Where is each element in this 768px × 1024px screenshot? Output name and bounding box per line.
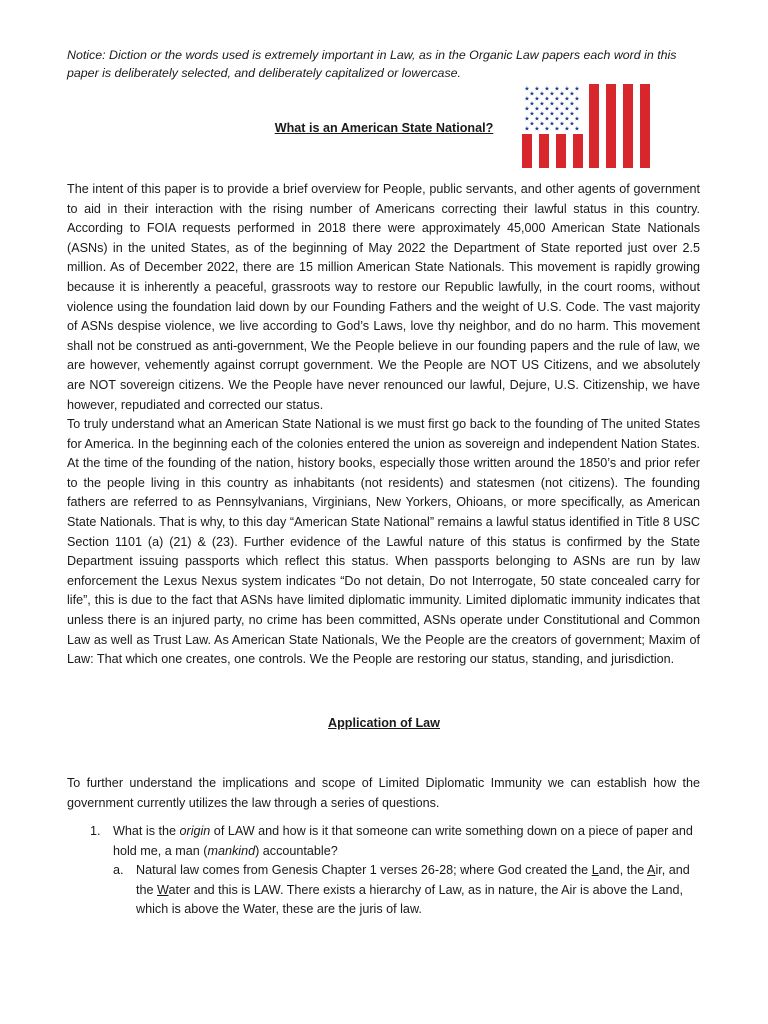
flag-stripe	[623, 84, 633, 168]
flag-star: ★	[524, 106, 530, 113]
flag-star: ★	[564, 96, 570, 103]
flag-star: ★	[554, 106, 560, 113]
list-emphasis-origin: origin	[179, 824, 211, 838]
flag-star: ★	[544, 106, 550, 113]
underlined-letter: W	[157, 882, 169, 897]
flag-star: ★	[574, 86, 580, 93]
flag-star: ★	[569, 111, 575, 118]
flag-star: ★	[549, 101, 555, 108]
flag-star: ★	[559, 101, 565, 108]
paragraph-intro: The intent of this paper is to provide a brief overview for People, public servants, and other agents of government to aid in their interaction with the rising number of Americans correcting their lawful status in this country. According to FOIA requests performed in 2018 there were approximately 45,000 American State Nationals (ASNs) in the united States, as of the beginning of May 2022 the Department of State reported just over 2.5 million. As of December 2022, there are 15 million American State Nationals. This movement is rapidly growing because it is inherently a peaceful, grassroots way to restore our Republic lawfully, in the court rooms, without violence using the foundation laid down by our Founding Fathers and the weight of U.S. Code. The vast majority of ASNs despise violence, we live according to God’s Laws, love thy neighbor, and do no harm. This movement shall not be construed as anti-government, We the People believe in our founding papers and the rule of law, we are however, vehemently against corrupt government. We the People are NOT US Citizens, and we absolutely are NOT sovereign citizens. We the People have never renounced our lawful, Dejure, U.S. Citizenship, we have however, repudiated and corrected our status.	[67, 182, 700, 412]
flag-star: ★	[574, 106, 580, 113]
question-list	[90, 822, 702, 920]
list-text: ) accountable?	[255, 843, 338, 858]
flag-star: ★	[569, 121, 575, 128]
flag-stripe	[556, 134, 566, 168]
flag-star: ★	[529, 121, 535, 128]
sub-text: Natural law comes from Genesis Chapter 1 verses 26-28; where God created the	[136, 863, 592, 878]
flag-star: ★	[564, 106, 570, 113]
flag-star: ★	[559, 111, 565, 118]
flag-star: ★	[549, 111, 555, 118]
paragraph-application: To further understand the implications and scope of Limited Diplomatic Immunity we can establish how the government currently utilizes the law through a series of questions.	[67, 776, 700, 810]
flag-star: ★	[574, 116, 580, 123]
underlined-letter: L	[591, 863, 599, 878]
notice-text: Notice: Diction or the words used is extremely important in Law, as in the Organic Law papers each word in this paper is deliberately selected, and deliberately capitalized or lowercase.	[67, 48, 677, 80]
flag-star: ★	[549, 91, 555, 98]
flag-star: ★	[524, 126, 530, 133]
flag-star: ★	[534, 116, 540, 123]
flag-star: ★	[559, 91, 565, 98]
flag-star: ★	[574, 126, 580, 133]
flag-star: ★	[544, 96, 550, 103]
sub-list-letter: a.	[113, 863, 124, 878]
flag-star: ★	[554, 116, 560, 123]
flag-star: ★	[544, 126, 550, 133]
flag-star: ★	[569, 101, 575, 108]
sub-text: and, the	[598, 863, 648, 878]
list-item-1	[90, 822, 702, 920]
sub-text: ater and this is LAW. There exists a hierarchy of Law, as in nature, the Air is above the Land, which is above the Water, these are the juris of law.	[136, 882, 683, 917]
flag-stripe	[640, 84, 650, 168]
flag-star: ★	[524, 96, 530, 103]
list-text: What is the	[113, 824, 180, 838]
flag-star: ★	[574, 96, 580, 103]
list-number: 1.	[90, 824, 101, 838]
heading-what-is-asn: What is an American State National?	[274, 121, 494, 135]
flag-star: ★	[529, 101, 535, 108]
flag-star: ★	[559, 121, 565, 128]
flag-stripe	[539, 134, 549, 168]
flag-star: ★	[549, 121, 555, 128]
flag-star: ★	[539, 111, 545, 118]
flag-star: ★	[534, 106, 540, 113]
flag-stripe	[522, 134, 532, 168]
list-emphasis-mankind: mankind	[207, 843, 256, 858]
flag-star: ★	[539, 91, 545, 98]
flag-star: ★	[544, 116, 550, 123]
flag-star: ★	[534, 86, 540, 93]
flag-star: ★	[554, 126, 560, 133]
flag-star: ★	[529, 111, 535, 118]
flag-star: ★	[564, 86, 570, 93]
flag-star: ★	[569, 91, 575, 98]
sub-item-a	[113, 861, 702, 920]
flag-star: ★	[534, 126, 540, 133]
flag-star: ★	[564, 116, 570, 123]
list-text: of LAW and how is it that someone can write something down on a piece of paper and hold me, a man (	[113, 824, 693, 858]
flag-star: ★	[544, 86, 550, 93]
underlined-letter: A	[647, 863, 656, 878]
flag-star: ★	[534, 96, 540, 103]
flag-star: ★	[564, 126, 570, 133]
flag-star: ★	[554, 86, 560, 93]
flag-star: ★	[524, 86, 530, 93]
flag-star: ★	[529, 91, 535, 98]
sub-text: ir, and the	[136, 863, 690, 897]
flag-star: ★	[554, 96, 560, 103]
heading-application-of-law: Application of Law	[328, 716, 440, 730]
flag-stripe	[573, 134, 583, 168]
flag-star: ★	[524, 116, 530, 123]
flag-star: ★	[539, 121, 545, 128]
flag-star: ★	[539, 101, 545, 108]
paragraph-history: To truly understand what an American State National is we must first go back to the founding of The united States for America. In the beginning each of the colonies entered the union as sovereign and independent Nation States. At the time of the founding of the nation, history books, especially those written around the 1850’s and prior refer to the people living in this country as inhabitants (not residents) and statesmen (not citizens). The founding fathers are referred to as Pennsylvanians, Virginians, New Yorkers, Ohioans, or more specifically, as American State Nationals. That is why, to this day “American State National” remains a lawful status identified in Title 8 USC Section 1101 (a) (21) & (23). Further evidence of the Lawful nature of this status is confirmed by the State Department issuing passports which reflect this status. When passports belonging to ASNs are run by law enforcement the Lexus Nexus system indicates “Do not detain, Do not Interrogate, 50 state concealed carry for life”, this is due to the fact that ASNs have limited diplomatic immunity. Limited diplomatic immunity indicates that unless there is an injured party, no crime has been committed, ASNs operate under Constitutional and Common Law as well as Trust Law. As American State Nationals, We the People are the creators of government; Maxim of Law: That which one creates, one controls. We the People are restoring our status, standing, and jurisdiction.	[67, 417, 701, 667]
